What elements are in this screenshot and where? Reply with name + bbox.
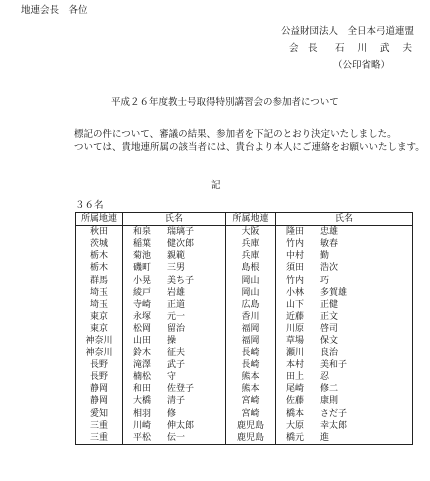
affiliation-cell: 埼玉 bbox=[76, 299, 123, 311]
first-name: 正文 bbox=[320, 311, 339, 322]
affiliation-cell: 長崎 bbox=[226, 359, 276, 371]
affiliation-cell: 茨城 bbox=[76, 238, 123, 250]
last-name: 橋元 bbox=[286, 432, 305, 443]
table-row bbox=[76, 347, 413, 359]
name-cell bbox=[123, 383, 226, 395]
name-cell bbox=[123, 311, 226, 323]
table-row bbox=[76, 335, 413, 347]
table-row bbox=[76, 323, 413, 335]
last-name: 綾戸 bbox=[133, 287, 152, 298]
affiliation-cell: 鹿児島 bbox=[226, 420, 276, 432]
affiliation-cell: 長野 bbox=[76, 359, 123, 371]
affiliation-cell: 岡山 bbox=[226, 287, 276, 299]
table-row bbox=[76, 383, 413, 395]
first-name: 浩次 bbox=[320, 263, 339, 274]
affiliation-cell: 熊本 bbox=[226, 371, 276, 383]
name-cell bbox=[123, 323, 226, 335]
last-name: 隆田 bbox=[286, 227, 305, 238]
first-name: 佐登子 bbox=[167, 384, 195, 395]
first-name: 忠雄 bbox=[320, 227, 339, 238]
name-cell bbox=[123, 420, 226, 432]
last-name: 平松 bbox=[133, 432, 152, 443]
name-cell bbox=[276, 323, 413, 335]
name-cell bbox=[123, 226, 226, 239]
name-cell bbox=[276, 226, 413, 239]
first-name: 岩雄 bbox=[167, 287, 186, 298]
last-name: 大原 bbox=[286, 420, 305, 431]
first-name: 武子 bbox=[167, 360, 186, 371]
affiliation-cell: 栃木 bbox=[76, 250, 123, 262]
name-cell bbox=[123, 335, 226, 347]
affiliation-cell: 宮崎 bbox=[226, 408, 276, 420]
last-name: 瀬川 bbox=[286, 348, 305, 359]
first-name: 留治 bbox=[167, 323, 186, 334]
first-name: 敏春 bbox=[320, 239, 339, 250]
last-name: 竹内 bbox=[286, 275, 305, 286]
last-name: 滝澤 bbox=[133, 360, 152, 371]
last-name: 小林 bbox=[286, 287, 305, 298]
name-cell bbox=[276, 408, 413, 420]
affiliation-cell: 栃木 bbox=[76, 262, 123, 274]
name-cell bbox=[276, 287, 413, 299]
affiliation-cell: 東京 bbox=[76, 311, 123, 323]
name-cell bbox=[276, 238, 413, 250]
name-cell bbox=[123, 274, 226, 286]
first-name: 清子 bbox=[167, 396, 186, 407]
name-cell bbox=[276, 395, 413, 407]
last-name: 相羽 bbox=[133, 408, 152, 419]
affiliation-cell: 三重 bbox=[76, 420, 123, 432]
affiliation-cell: 宮崎 bbox=[226, 395, 276, 407]
affiliation-cell: 香川 bbox=[226, 311, 276, 323]
last-name: 須田 bbox=[286, 263, 305, 274]
name-cell bbox=[123, 250, 226, 262]
first-name: 美ち子 bbox=[167, 275, 195, 286]
name-cell bbox=[276, 371, 413, 383]
last-name: 尾崎 bbox=[286, 384, 305, 395]
table-row bbox=[76, 226, 413, 239]
affiliation-cell: 島根 bbox=[226, 262, 276, 274]
table-row bbox=[76, 262, 413, 274]
affiliation-cell: 秋田 bbox=[76, 226, 123, 239]
ki-heading: 記 bbox=[211, 180, 221, 191]
table-row bbox=[76, 359, 413, 371]
recipient-line: 地連会長 各位 bbox=[21, 5, 88, 16]
last-name: 楠松 bbox=[133, 372, 152, 383]
first-name: 修二 bbox=[320, 384, 339, 395]
body-paragraph-1: 標記の件について、審議の結果、参加者を下記のとおり決定いたしました。 bbox=[74, 129, 397, 140]
affiliation-cell: 兵庫 bbox=[226, 250, 276, 262]
affiliation-cell: 長崎 bbox=[226, 347, 276, 359]
first-name: 勤 bbox=[320, 251, 330, 262]
last-name: 川原 bbox=[286, 323, 305, 334]
first-name: 啓司 bbox=[320, 323, 339, 334]
first-name: 元一 bbox=[167, 311, 186, 322]
name-cell bbox=[123, 287, 226, 299]
table-row bbox=[76, 420, 413, 432]
name-cell bbox=[123, 395, 226, 407]
affiliation-cell: 福岡 bbox=[226, 323, 276, 335]
name-cell bbox=[276, 432, 413, 445]
affiliation-cell: 兵庫 bbox=[226, 238, 276, 250]
body-paragraph-2: ついては、貴地連所属の該当者には、貴台より本人にご連絡をお願いいたします。 bbox=[74, 142, 425, 153]
first-name: 三男 bbox=[167, 263, 186, 274]
first-name: 正道 bbox=[167, 299, 186, 310]
first-name: 康則 bbox=[320, 396, 339, 407]
header-affiliation: 所属地連 bbox=[76, 213, 123, 226]
affiliation-cell: 熊本 bbox=[226, 383, 276, 395]
affiliation-cell: 愛知 bbox=[76, 408, 123, 420]
name-cell bbox=[276, 274, 413, 286]
header-name: 氏名 bbox=[276, 213, 413, 226]
last-name: 和田 bbox=[133, 384, 152, 395]
president-role: 会 長 bbox=[289, 43, 318, 54]
first-name: 操 bbox=[167, 335, 177, 346]
name-cell bbox=[276, 262, 413, 274]
affiliation-cell: 群馬 bbox=[76, 274, 123, 286]
first-name: 幸太郎 bbox=[320, 420, 348, 431]
table-row bbox=[76, 408, 413, 420]
table-row bbox=[76, 432, 413, 445]
first-name: 親範 bbox=[167, 251, 186, 262]
last-name: 稲葉 bbox=[133, 239, 152, 250]
name-cell bbox=[276, 299, 413, 311]
last-name: 川崎 bbox=[133, 420, 152, 431]
first-name: 健次郎 bbox=[167, 239, 195, 250]
name-cell bbox=[123, 359, 226, 371]
first-name: さだ子 bbox=[320, 408, 348, 419]
name-cell bbox=[276, 359, 413, 371]
last-name: 山田 bbox=[133, 335, 152, 346]
affiliation-cell: 東京 bbox=[76, 323, 123, 335]
first-name: 征夫 bbox=[167, 348, 186, 359]
name-cell bbox=[276, 311, 413, 323]
name-cell bbox=[123, 432, 226, 445]
affiliation-cell: 広島 bbox=[226, 299, 276, 311]
first-name: 保文 bbox=[320, 335, 339, 346]
name-cell bbox=[123, 347, 226, 359]
name-cell bbox=[276, 335, 413, 347]
last-name: 大橋 bbox=[133, 396, 152, 407]
affiliation-cell: 埼玉 bbox=[76, 287, 123, 299]
name-cell bbox=[276, 347, 413, 359]
document-subject: 平成２６年度教士号取得特別講習会の参加者について bbox=[111, 97, 339, 108]
affiliation-cell: 鹿児島 bbox=[226, 432, 276, 445]
table-header-row bbox=[76, 213, 413, 226]
last-name: 松岡 bbox=[133, 323, 152, 334]
participant-table bbox=[75, 212, 413, 445]
president-name: 石 川 武 夫 bbox=[335, 43, 418, 54]
last-name: 草場 bbox=[286, 335, 305, 346]
organization-name: 公益財団法人 全日本弓道連盟 bbox=[281, 26, 415, 37]
name-cell bbox=[276, 250, 413, 262]
name-cell bbox=[123, 299, 226, 311]
name-cell bbox=[276, 420, 413, 432]
participant-count: ３６名 bbox=[75, 200, 104, 211]
affiliation-cell: 静岡 bbox=[76, 395, 123, 407]
last-name: 橋本 bbox=[286, 408, 305, 419]
table-row bbox=[76, 311, 413, 323]
affiliation-cell: 三重 bbox=[76, 432, 123, 445]
first-name: 多賀雄 bbox=[320, 287, 348, 298]
header-affiliation: 所属地連 bbox=[226, 213, 276, 226]
first-name: 瑞璃子 bbox=[167, 227, 195, 238]
first-name: 忍 bbox=[320, 372, 330, 383]
name-cell bbox=[123, 262, 226, 274]
affiliation-cell: 神奈川 bbox=[76, 347, 123, 359]
affiliation-cell: 静岡 bbox=[76, 383, 123, 395]
last-name: 佐藤 bbox=[286, 396, 305, 407]
last-name: 鈴木 bbox=[133, 348, 152, 359]
seal-omitted-note: （公印省略） bbox=[333, 60, 391, 71]
name-cell bbox=[123, 371, 226, 383]
first-name: 守 bbox=[167, 372, 177, 383]
first-name: 巧 bbox=[320, 275, 330, 286]
first-name: 伝一 bbox=[167, 432, 186, 443]
last-name: 山下 bbox=[286, 299, 305, 310]
table-row bbox=[76, 299, 413, 311]
name-cell bbox=[123, 408, 226, 420]
name-cell bbox=[123, 238, 226, 250]
last-name: 和泉 bbox=[133, 227, 152, 238]
table-row bbox=[76, 274, 413, 286]
affiliation-cell: 長野 bbox=[76, 371, 123, 383]
last-name: 竹内 bbox=[286, 239, 305, 250]
first-name: 美和子 bbox=[320, 360, 348, 371]
table-row bbox=[76, 250, 413, 262]
last-name: 田上 bbox=[286, 372, 305, 383]
affiliation-cell: 福岡 bbox=[226, 335, 276, 347]
first-name: 正健 bbox=[320, 299, 339, 310]
table-row bbox=[76, 371, 413, 383]
first-name: 修 bbox=[167, 408, 177, 419]
first-name: 伸太郎 bbox=[167, 420, 195, 431]
header-name: 氏名 bbox=[123, 213, 226, 226]
name-cell bbox=[276, 383, 413, 395]
first-name: 良治 bbox=[320, 348, 339, 359]
last-name: 本村 bbox=[286, 360, 305, 371]
table-row bbox=[76, 395, 413, 407]
last-name: 近藤 bbox=[286, 311, 305, 322]
affiliation-cell: 神奈川 bbox=[76, 335, 123, 347]
table-row bbox=[76, 287, 413, 299]
last-name: 小晃 bbox=[133, 275, 152, 286]
affiliation-cell: 大阪 bbox=[226, 226, 276, 239]
last-name: 永塚 bbox=[133, 311, 152, 322]
affiliation-cell: 岡山 bbox=[226, 274, 276, 286]
last-name: 寺崎 bbox=[133, 299, 152, 310]
last-name: 中村 bbox=[286, 251, 305, 262]
last-name: 磯町 bbox=[133, 263, 152, 274]
last-name: 菊池 bbox=[133, 251, 152, 262]
table-row bbox=[76, 238, 413, 250]
first-name: 進 bbox=[320, 432, 330, 443]
